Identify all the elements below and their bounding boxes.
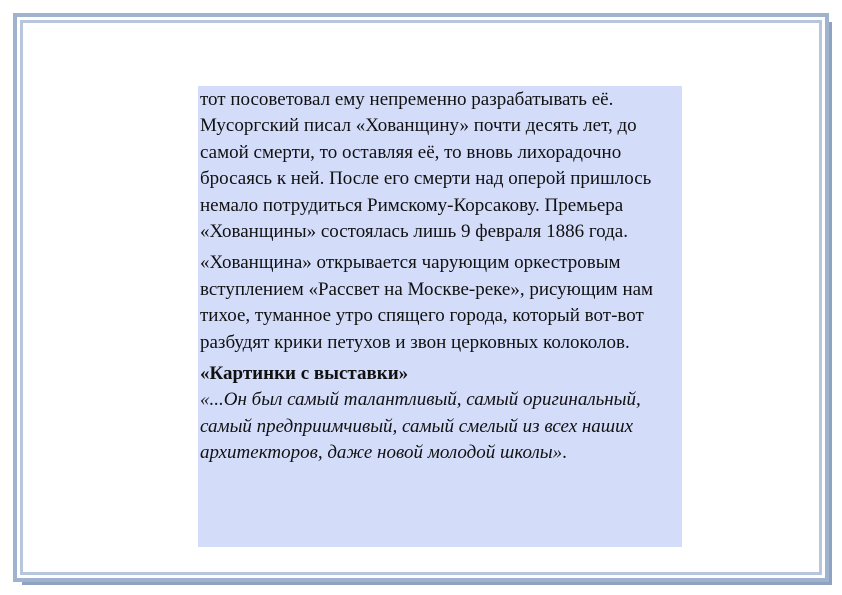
frame-shadow-right xyxy=(829,22,832,585)
frame-shadow-bottom xyxy=(22,582,830,585)
paragraph-khovanshchina-history: тот посоветовал ему непременно разрабатывать её. Мусоргский писал «Хованщину» почти десять лет, до самой смерти, то оставляя её, то вновь лихорадочно бросаясь к ней. После его смерти над оперой пришлось немало потрудиться Римскому-Корсакову. Премьера «Хованщины» состоялась лишь 9 февраля 1886 года. xyxy=(200,89,652,243)
quote-text: «...Он был самый талантливый, самый оригинальный, самый предприимчивый, самый смелый из всех наших архитекторов, даже новой молодой школы» xyxy=(200,389,641,464)
quote-end-punctuation: . xyxy=(562,442,567,464)
text-box[interactable] xyxy=(198,86,682,547)
paragraph-khovanshchina-overture: «Хованщина» открывается чарующим оркестровым вступлением «Рассвет на Москве-реке», рисующим нам тихое, туманное утро спящего города, который вот-вот разбудят крики петухов и звон церковных колоколов. xyxy=(200,252,654,353)
section-quote xyxy=(200,387,680,466)
section-heading: «Картинки с выставки» xyxy=(200,363,409,385)
